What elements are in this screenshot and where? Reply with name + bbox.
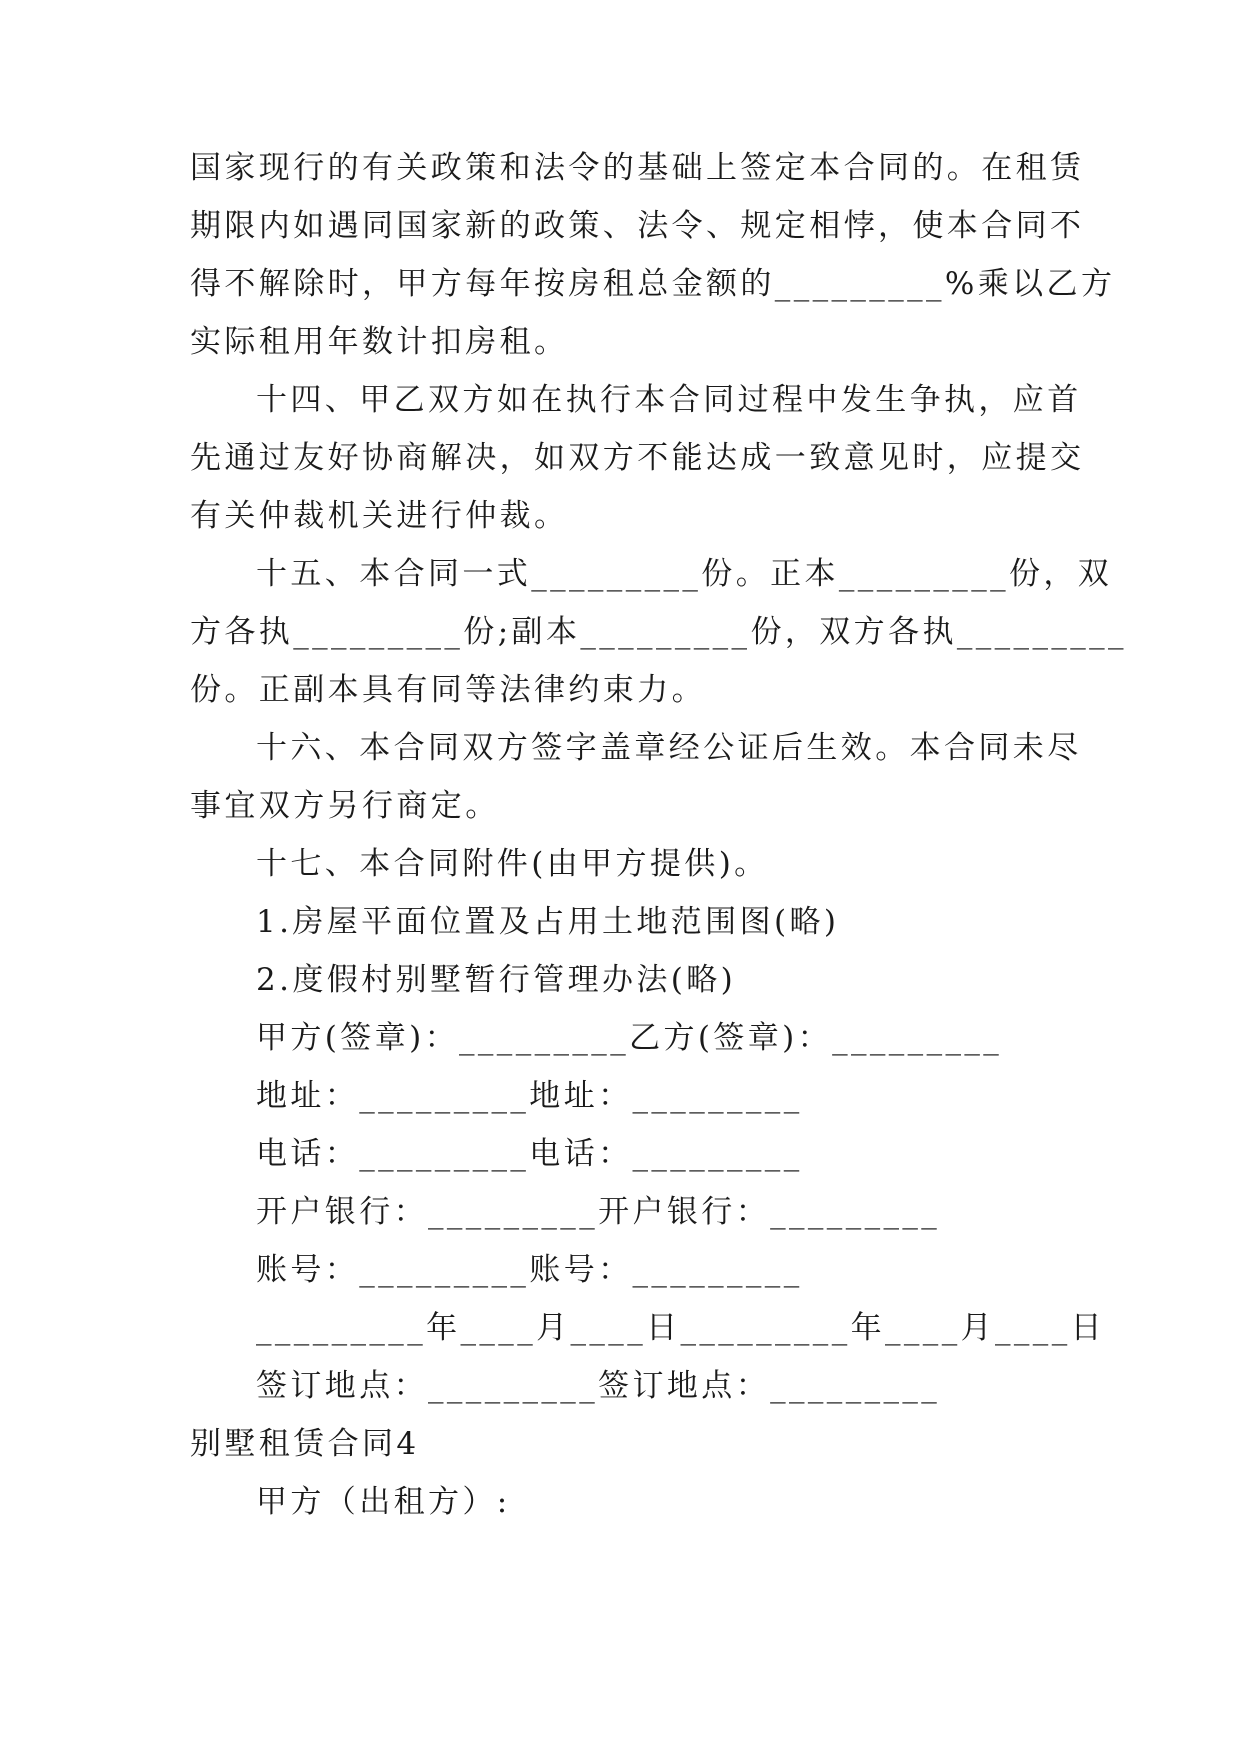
bank-line: 开户银行：_________开户银行：_________ [256, 1194, 941, 1230]
text-line-4: 实际租用年数计扣房租。 [190, 324, 569, 360]
clause-16-line-1: 十六、本合同双方签字盖章经公证后生效。本合同未尽 [256, 730, 1082, 766]
text-line-1: 国家现行的有关政策和法令的基础上签定本合同的。在租赁 [190, 150, 1085, 186]
clause-17-line: 十七、本合同附件(由甲方提供)。 [256, 846, 769, 882]
attachment-2: 2.度假村别墅暂行管理办法(略) [256, 962, 737, 998]
attachment-1: 1.房屋平面位置及占用土地范围图(略) [256, 904, 840, 940]
clause-15-line-2: 方各执_________份;副本_________份，双方各执_________ [190, 614, 1127, 650]
date-line: _________年____月____日_________年____月____日 [256, 1310, 1105, 1346]
address-line: 地址：_________地址：_________ [256, 1078, 803, 1114]
signature-line: 甲方(签章)：_________乙方(签章)：_________ [256, 1020, 1003, 1056]
text-line-3: 得不解除时，甲方每年按房租总金额的_________%乘以乙方 [190, 266, 1116, 302]
clause-15-line-3: 份。正副本具有同等法律约束力。 [190, 672, 706, 708]
text-line-2: 期限内如遇同国家新的政策、法令、规定相悖，使本合同不 [190, 208, 1085, 244]
clause-16-line-2: 事宜双方另行商定。 [190, 788, 500, 824]
signing-place-line: 签订地点：_________签订地点：_________ [256, 1368, 941, 1404]
clause-15-line-1: 十五、本合同一式_________份。正本_________份，双 [256, 556, 1113, 592]
clause-14-line-2: 先通过友好协商解决，如双方不能达成一致意见时，应提交 [190, 440, 1085, 476]
account-line: 账号：_________账号：_________ [256, 1252, 803, 1288]
phone-line: 电话：_________电话：_________ [256, 1136, 803, 1172]
party-a-line: 甲方（出租方）: [256, 1484, 511, 1520]
section-heading: 别墅租赁合同4 [190, 1426, 420, 1462]
clause-14-line-1: 十四、甲乙双方如在执行本合同过程中发生争执，应首 [256, 382, 1082, 418]
clause-14-line-3: 有关仲裁机关进行仲裁。 [190, 498, 569, 534]
